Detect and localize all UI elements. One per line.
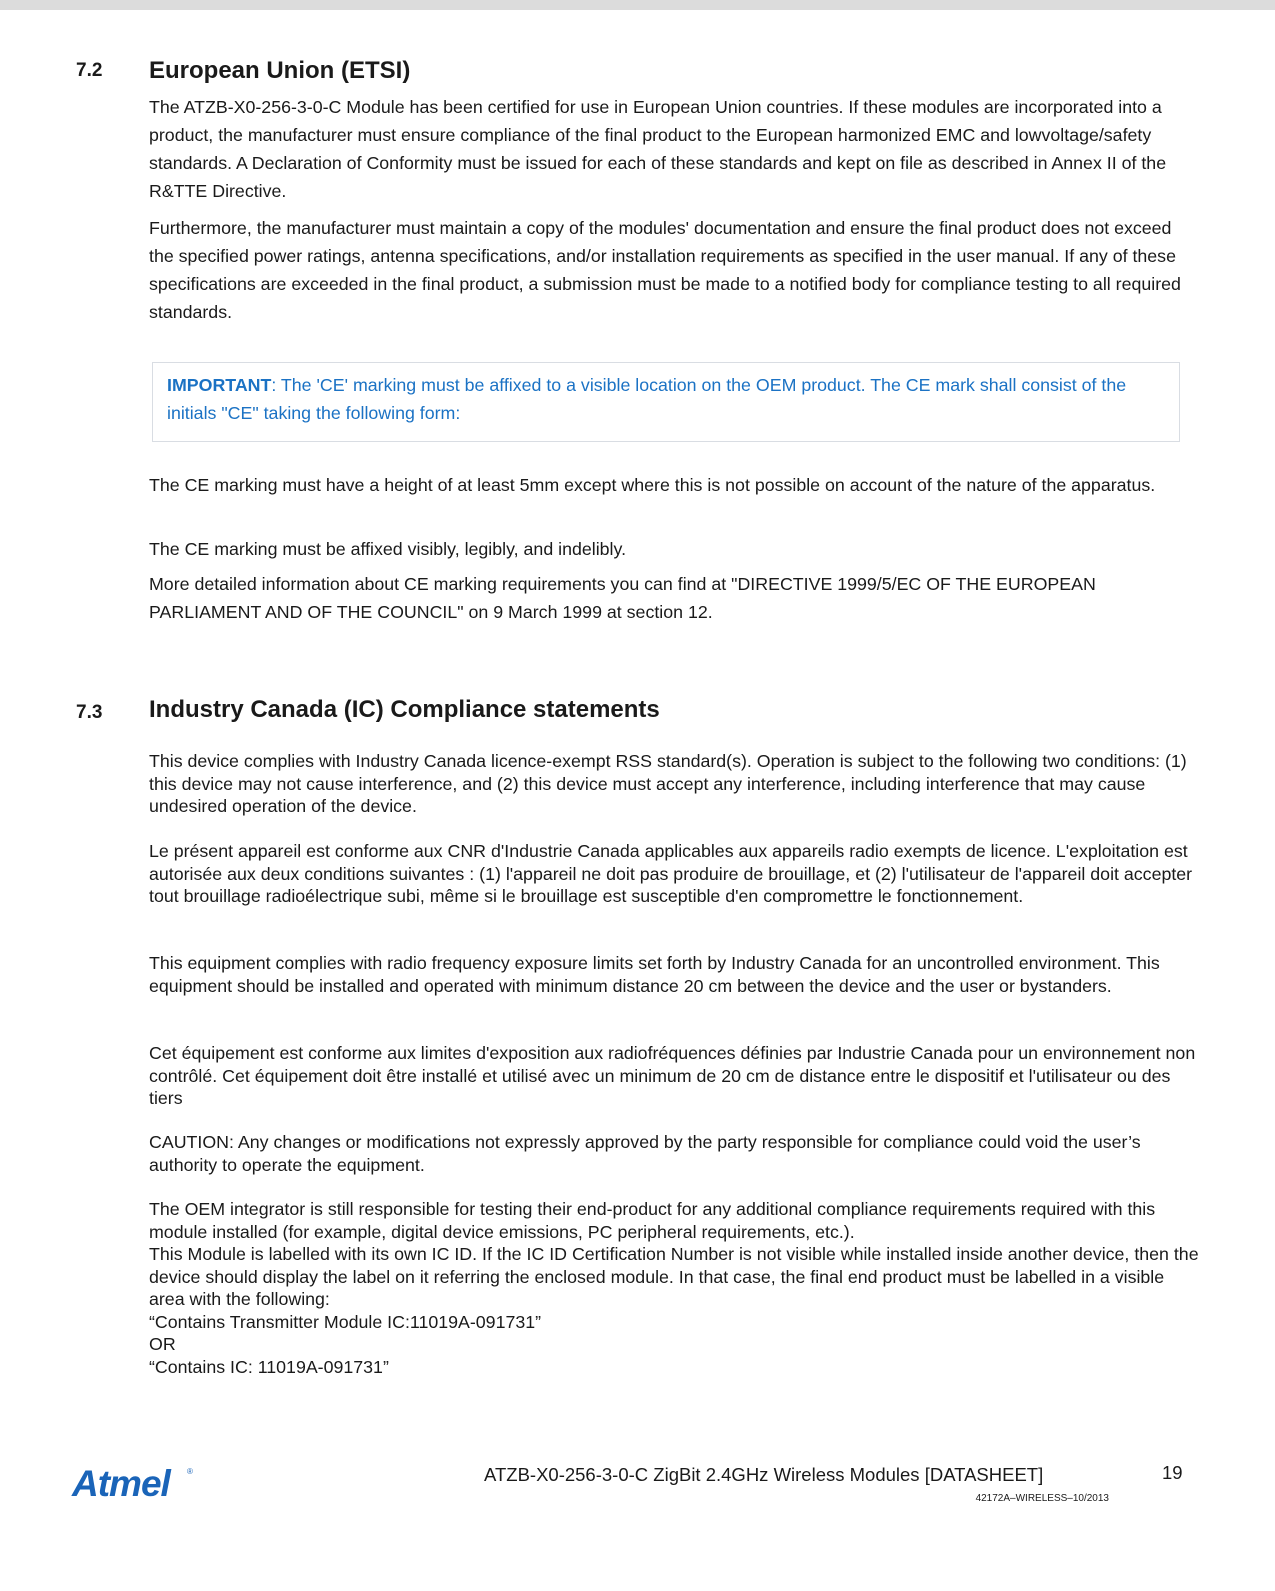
label-option-2: “Contains IC: 11019A-091731” (149, 1356, 389, 1377)
svg-text:®: ® (187, 1467, 193, 1476)
important-label: IMPORTANT (167, 375, 272, 395)
footer-document-title: ATZB-X0-256-3-0-C ZigBit 2.4GHz Wireless Modules [DATASHEET] (484, 1464, 1044, 1485)
oem-responsibility: The OEM integrator is still responsible for testing their end-product for any additional compliance requirements required with this module installed (for example, digital device emissions, PC peripheral requirements, etc.). (149, 1199, 1156, 1242)
important-notice-box (152, 362, 1180, 442)
label-option-1: “Contains Transmitter Module IC:11019A-091731” (149, 1311, 542, 1332)
ic-paragraph-2 (149, 840, 1199, 908)
atmel-logo (70, 1460, 196, 1509)
footer-document-code: 42172A–WIRELESS–10/2013 (975, 1493, 1109, 1504)
atmel-logo-mark (70, 1460, 196, 1504)
page-top-bar (0, 0, 1275, 10)
ic-caution: CAUTION: Any changes or modifications not expressly approved by the party responsible for compliance could void the user’s authority to operate the equipment. (149, 1132, 1141, 1175)
atmel-logo-text: Atmel (72, 1463, 170, 1504)
section-7-2-title: European Union (ETSI) (149, 57, 411, 84)
ic-oem-block (149, 1198, 1199, 1378)
page-number: 19 (1162, 1462, 1183, 1483)
ic-paragraph-5 (149, 1131, 1199, 1176)
section-7-2-number: 7.2 (76, 60, 103, 81)
eu-paragraph-1: The ATZB-X0-256-3-0-C Module has been certified for use in European Union countries. If these modules are incorporated into a product, the manufacturer must ensure compliance of the final product to the European harmonized EMC and lowvoltage/safety standards. A Declaration of Conformity must be issued for each of these standards and kept on file as described in Annex II of the R&TTE Directive. (149, 97, 1167, 201)
eu-paragraph-2: Furthermore, the manufacturer must maintain a copy of the modules' documentation and ensure the final product does not exceed the specified power ratings, antenna specifications, and/or installation requirements as specified in the user manual. If any of these specifications are exceeded in the final product, a submission must be made to a notified body for compliance testing to all required standards. (149, 218, 1181, 322)
ce-affixed-paragraph: The CE marking must be affixed visibly, legibly, and indelibly. (149, 539, 627, 559)
ic-statement-fr: Le présent appareil est conforme aux CNR d'Industrie Canada applicables aux appareils radio exempts de licence. L'exploitation est autorisée aux deux conditions suivantes : (1) l'appareil ne doit pas produire de brouillage, et (2) l'utilisateur de l'appareil doit accepter tout brouillage radioélectrique subi, même si le brouillage est susceptible d'en compromettre le fonctionnement. (149, 841, 1193, 906)
ce-height-paragraph: The CE marking must have a height of at least 5mm except where this is not possible on account of the nature of the apparatus. (149, 475, 1156, 495)
section-7-3-number: 7.3 (76, 702, 103, 723)
ic-statement-en: This device complies with Industry Canada licence-exempt RSS standard(s). Operation is subject to the following two conditions: (1) this device may not cause interference, and (2) this device must accept any interference, including interference that may cause undesired operation of the device. (149, 751, 1187, 816)
ic-paragraph-3 (149, 952, 1199, 997)
ic-paragraph-4 (149, 1042, 1199, 1110)
important-text: : The 'CE' marking must be affixed to a visible location on the OEM product. The CE mark shall consist of the initials "CE" taking the following form: (167, 375, 1127, 423)
label-or: OR (149, 1334, 176, 1354)
section-7-3-title: Industry Canada (IC) Compliance statements (149, 696, 660, 723)
module-label-info: This Module is labelled with its own IC ID. If the IC ID Certification Number is not visible while installed inside another device, then the device should display the label on it referring the enclosed module. In that case, the final end product must be labelled in a visible area with the following: (149, 1244, 1199, 1309)
ic-paragraph-1 (149, 750, 1199, 818)
ic-exposure-en: This equipment complies with radio frequency exposure limits set forth by Industry Canada for an uncontrolled environment. This equipment should be installed and operated with minimum distance 20 cm between the device and the user or bystanders. (149, 953, 1160, 996)
ic-exposure-fr: Cet équipement est conforme aux limites d'exposition aux radiofréquences définies par Industrie Canada pour un environnement non contrôlé. Cet équipement doit être installé et utilisé avec un minimum de 20 cm de distance entre le dispositif et l'utilisateur ou des tiers (149, 1043, 1196, 1108)
ce-directive-paragraph: More detailed information about CE marking requirements you can find at "DIRECTIVE 1999/5/EC OF THE EUROPEAN PARLIAMENT AND OF THE COUNCIL" on 9 March 1999 at section 12. (149, 574, 1096, 622)
